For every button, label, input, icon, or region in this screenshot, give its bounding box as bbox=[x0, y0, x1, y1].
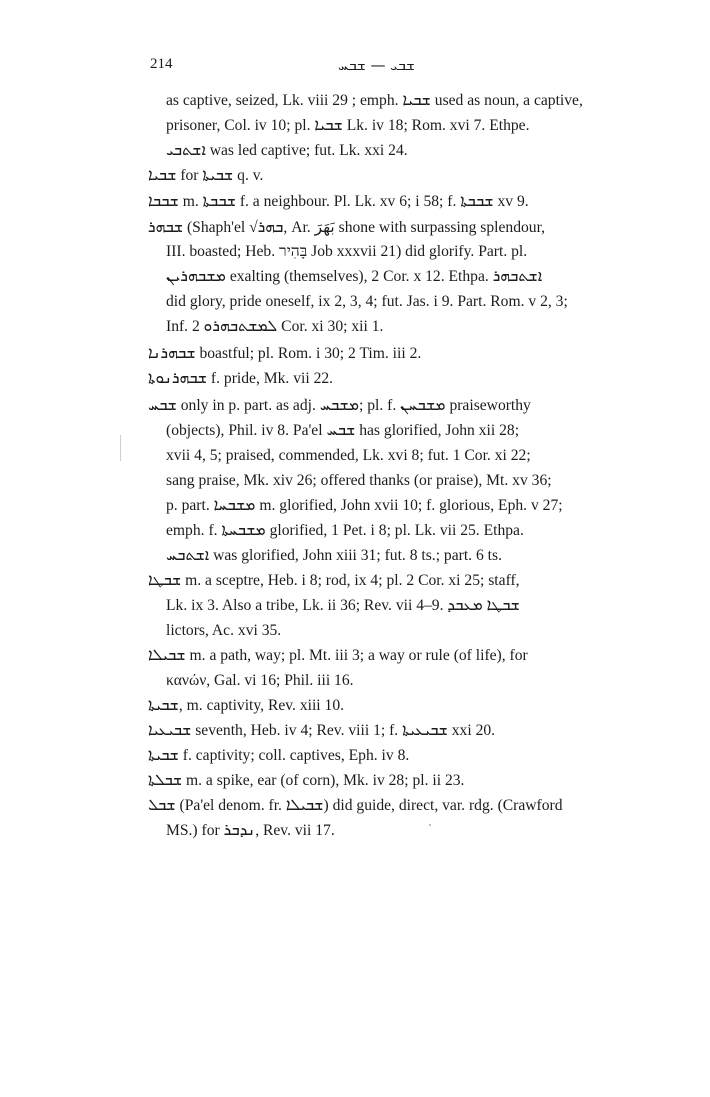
entry-text-line: p. part. ܡܫܒܚܐ m. glorified, John xvii 10; f. glorious, Eph. v 27; bbox=[166, 497, 563, 514]
entry-headword-line: ܫܒܚ only in p. part. as adj. ܡܫܒܚ; pl. f. ܡܫܒܚܢ praiseworthy bbox=[148, 397, 531, 414]
entry-headword-line: ܫܒܗܪܢܘܬܐ f. pride, Mk. vii 22. bbox=[148, 370, 334, 387]
entry-headword-line: ܫܒܝܠܐ m. a path, way; pl. Mt. iii 3; a way or rule (of life), for bbox=[148, 647, 528, 664]
entry-headword-line: ܫܒܝܬܐ, m. captivity, Rev. xiii 10. bbox=[148, 697, 345, 714]
entry-text-line: κανών, Gal. vi 16; Phil. iii 16. bbox=[166, 672, 354, 689]
entry-text-line: did glory, pride oneself, ix 2, 3, 4; fut. Jas. i 9. Part. Rom. v 2, 3; bbox=[166, 293, 568, 310]
entry-headword-line: ܫܒܗܪ (Shaph'el √ܒܗܪ, Ar. بَهَرَ shone with surpassing splendour, bbox=[148, 219, 546, 236]
entry-headword-line: ܫܒܠ (Pa'el denom. fr. ܫܒܝܠܐ) did guide, direct, var. rdg. (Crawford bbox=[148, 797, 563, 814]
entry-headword-line: ܫܒܝܐ for ܫܒܝܬܐ q. v. bbox=[148, 167, 264, 184]
entry-headword-line: ܫܒܠܬܐ m. a spike, ear (of corn), Mk. iv 28; pl. ii 23. bbox=[148, 772, 465, 789]
entry-text-line: xvii 4, 5; praised, commended, Lk. xvi 8; fut. 1 Cor. xi 22; bbox=[166, 447, 531, 464]
entry-headword-line: ܫܒܛܐ m. a sceptre, Heb. i 8; rod, ix 4; pl. 2 Cor. xi 25; staff, bbox=[148, 572, 520, 589]
entry-text-line: ܐܫܬܒܝ was led captive; fut. Lk. xxi 24. bbox=[166, 142, 408, 159]
entry-text-line: Inf. ܠܡܫܬܒܗܪܘ 2 Cor. xi 30; xii 1. bbox=[166, 318, 384, 335]
entry-headword-line: ܫܒܝܥܝܐ seventh, Heb. iv 4; Rev. viii 1; f. ܫܒܝܥܝܬܐ xxi 20. bbox=[148, 722, 496, 739]
entry-text-line: lictors, Ac. xvi 35. bbox=[166, 622, 282, 639]
entry-text-line: III. boasted; Heb. בָּהִיר Job xxxvii 21) did glorify. Part. pl. bbox=[166, 243, 528, 260]
margin-mark bbox=[120, 435, 121, 461]
entry-text-line: emph. f. ܡܫܒܚܬܐ glorified, 1 Pet. i 8; pl. Lk. vii 25. Ethpa. bbox=[166, 522, 524, 539]
entry-headword-line: ܫܒܗܪܢܐ boastful; pl. Rom. i 30; 2 Tim. iii 2. bbox=[148, 345, 422, 362]
running-head: ܫܒܝ — ܫܒܚ bbox=[338, 56, 415, 74]
entry-headword-line: ܫܒܝܬܐ f. captivity; coll. captives, Eph. iv 8. bbox=[148, 747, 410, 764]
page-speck bbox=[429, 824, 431, 826]
entry-text-line: prisoner, Col. iv 10; pl. ܫܒܝܐ Lk. iv 18; Rom. xvi 7. Ethpe. bbox=[166, 117, 530, 134]
entry-text-line: ܐܫܬܒܚ was glorified, John xiii 31; fut. 8 ts.; part. 6 ts. bbox=[166, 547, 502, 564]
entry-text-line: MS.) for ܢܕܒܪ, Rev. vii 17. bbox=[166, 822, 335, 839]
entry-text-line: sang praise, Mk. xiv 26; offered thanks (or praise), Mt. xv 36; bbox=[166, 472, 552, 489]
entry-text-line: as captive, seized, Lk. viii 29 ; emph. ܫܒܝܐ used as noun, a captive, bbox=[166, 92, 583, 109]
entry-headword-line: ܫܒܒܐ m. ܫܒܒܬܐ f. a neighbour. Pl. Lk. xv 6; i 58; f. ܫܒܒܬܐ xv 9. bbox=[148, 193, 529, 210]
entry-text-line: (objects), Phil. iv 8. Pa'el ܫܒܚ has glorified, John xii 28; bbox=[166, 422, 520, 439]
page-number: 214 bbox=[150, 56, 173, 72]
entry-text-line: Lk. ix 3. Also a tribe, Lk. ii 36; Rev. vii 4–9. ܫܒܛܐ ܡܥܒܕ bbox=[166, 597, 520, 614]
entry-text-line: ܡܫܒܗܪܝܢ exalting (themselves), 2 Cor. x 12. Ethpa. ܐܫܬܒܗܪ bbox=[166, 268, 543, 285]
